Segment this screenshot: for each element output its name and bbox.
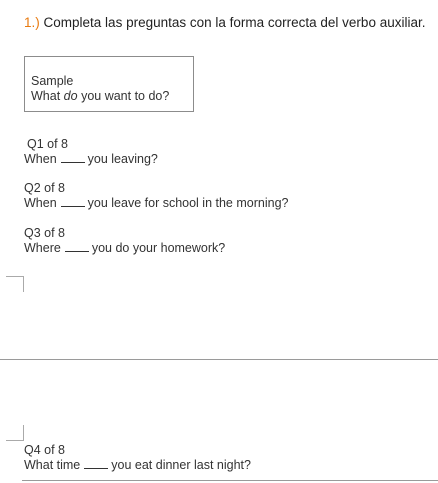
question-1 bbox=[24, 137, 158, 167]
instruction-line bbox=[24, 15, 425, 30]
question-label: Q4 of 8 bbox=[24, 443, 65, 457]
answer-blank[interactable] bbox=[61, 152, 85, 163]
instruction-text: Completa las preguntas con la forma correcta del verbo auxiliar. bbox=[43, 15, 426, 30]
question-2 bbox=[24, 181, 288, 211]
instruction-number: 1.) bbox=[24, 15, 40, 30]
sample-title: Sample bbox=[31, 74, 74, 88]
sample-sentence bbox=[31, 89, 193, 104]
sample-aux-verb: do bbox=[63, 89, 78, 103]
sample-prefix: What bbox=[31, 89, 61, 103]
question-before: When bbox=[24, 152, 57, 166]
question-label: Q2 of 8 bbox=[24, 181, 65, 195]
question-before: Where bbox=[24, 241, 61, 255]
question-label: Q3 of 8 bbox=[24, 226, 65, 240]
question-after: you do your homework? bbox=[91, 241, 226, 255]
question-after: you leave for school in the morning? bbox=[87, 196, 289, 210]
page-corner-mark-bottom bbox=[6, 425, 24, 441]
question-label: Q1 of 8 bbox=[27, 137, 68, 151]
question-after: you leaving? bbox=[87, 152, 158, 166]
bottom-divider bbox=[22, 480, 438, 481]
question-after: you eat dinner last night? bbox=[111, 458, 251, 472]
sample-suffix: you want to do? bbox=[81, 89, 170, 103]
question-3 bbox=[24, 226, 225, 256]
sample-box bbox=[24, 56, 194, 112]
answer-blank[interactable] bbox=[65, 241, 89, 252]
answer-blank[interactable] bbox=[61, 196, 85, 207]
page-break-divider bbox=[0, 359, 438, 360]
question-before: When bbox=[24, 196, 57, 210]
page-corner-mark-top bbox=[6, 276, 24, 292]
answer-blank[interactable] bbox=[84, 458, 108, 469]
question-4 bbox=[24, 443, 251, 473]
question-before: What time bbox=[24, 458, 81, 472]
